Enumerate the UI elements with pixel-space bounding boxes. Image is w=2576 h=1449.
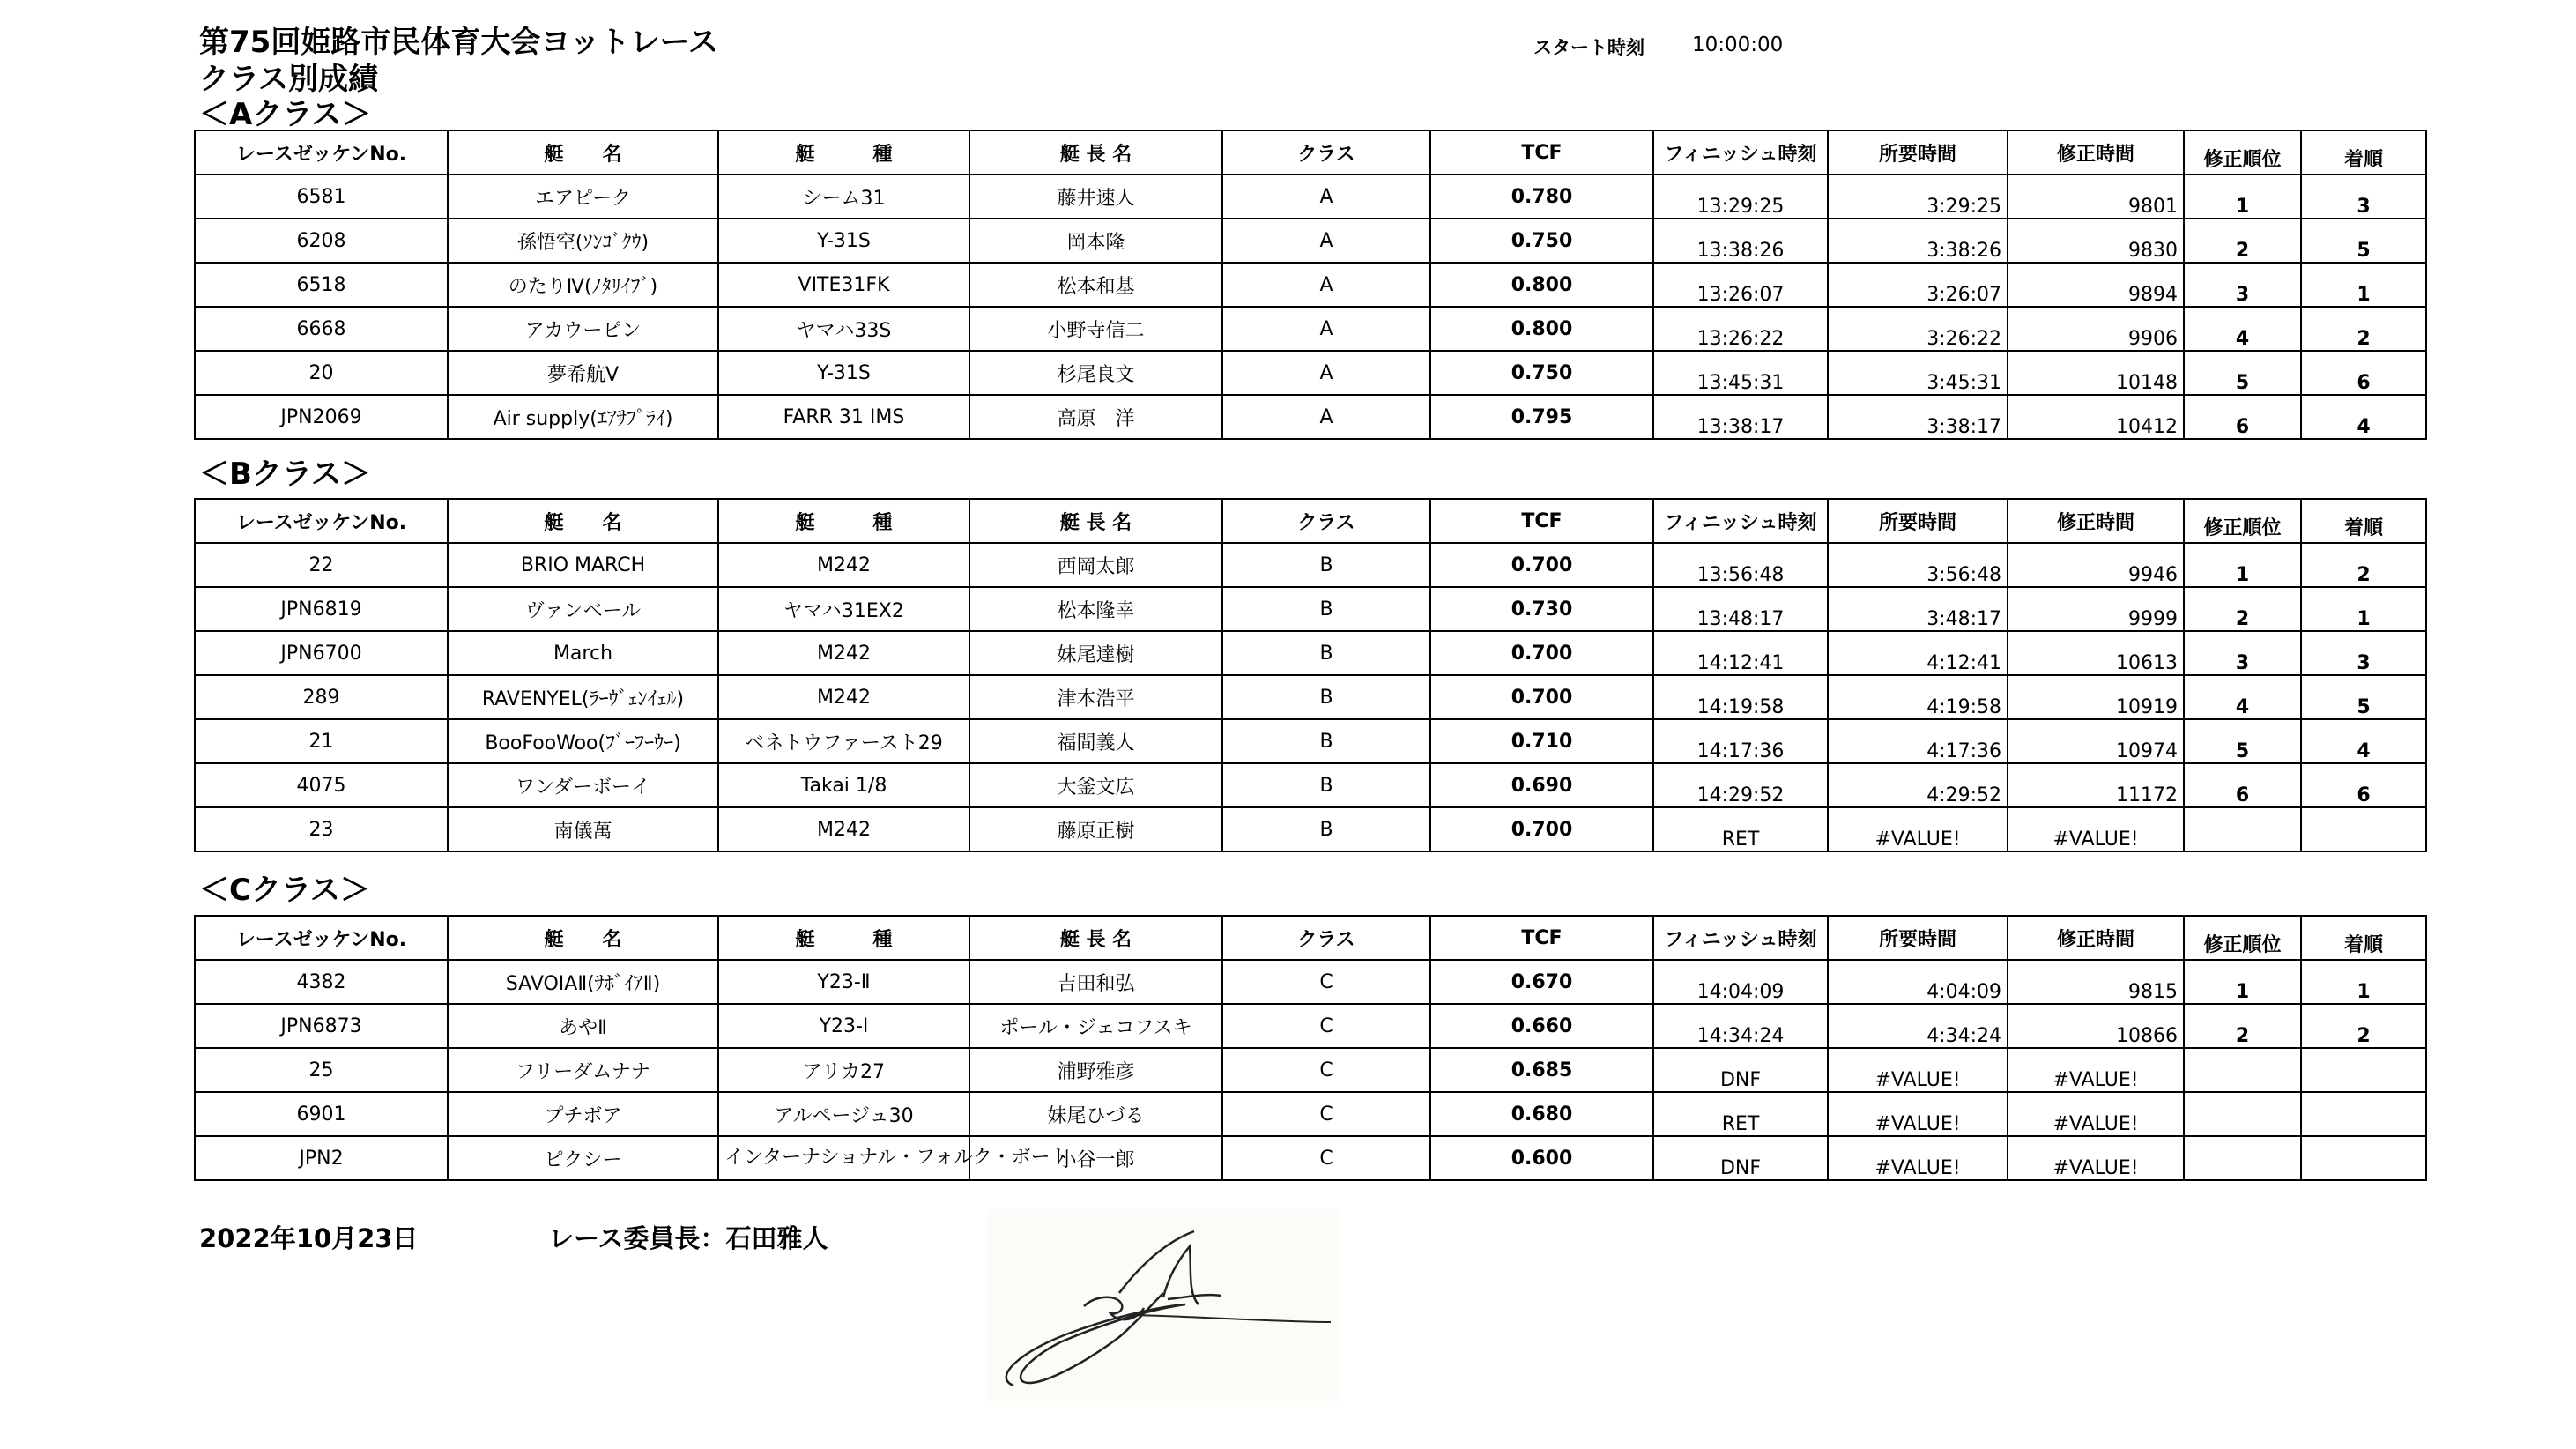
table-row: [195, 960, 2426, 1004]
table-row: [195, 351, 2426, 395]
col-class: C: [1222, 1136, 1430, 1180]
col-corrected-time: 10974: [2008, 719, 2184, 763]
col-boat-name: BooFooWoo(ﾌﾞｰﾌｰｳｰ): [448, 719, 718, 763]
col-boat-name: アカウーピン: [448, 307, 718, 351]
col-finish-time: 14:17:36: [1653, 719, 1828, 763]
table-row: [195, 175, 2426, 219]
col-elapsed-time: #VALUE!: [1828, 1092, 2008, 1136]
table-row: [195, 675, 2426, 719]
col-skipper: 松本隆幸: [969, 587, 1222, 631]
col-finish-order: 2: [2301, 307, 2426, 351]
col-boat-type: ヤマハ33S: [718, 307, 969, 351]
col-skipper-header: 艇 長 名: [969, 499, 1222, 543]
col-tcf: 0.750: [1430, 351, 1653, 395]
col-corrected-time: 9999: [2008, 587, 2184, 631]
class-heading: ＜Aクラス＞: [199, 97, 372, 132]
col-boat-name: RAVENYEL(ﾗｰｳﾞｪﾝｲｪﾙ): [448, 675, 718, 719]
col-tcf: 0.730: [1430, 587, 1653, 631]
col-race-number: 20: [195, 351, 448, 395]
col-race-number: 25: [195, 1048, 448, 1092]
col-corrected-rank: 2: [2184, 219, 2301, 263]
col-boat-name: 夢希航Ⅴ: [448, 351, 718, 395]
col-race-number: JPN6700: [195, 631, 448, 675]
col-corrected-rank: 2: [2184, 587, 2301, 631]
col-skipper: 岡本隆: [969, 219, 1222, 263]
col-class: B: [1222, 719, 1430, 763]
col-finish-time-header: フィニッシュ時刻: [1653, 499, 1828, 543]
col-boat-name: 孫悟空(ｿﾝｺﾞｸｳ): [448, 219, 718, 263]
col-finish-time: 13:38:26: [1653, 219, 1828, 263]
col-boat-name-header: 艇 名: [448, 130, 718, 175]
col-corrected-rank: 2: [2184, 1004, 2301, 1048]
col-skipper: ポール・ジェコフスキ: [969, 1004, 1222, 1048]
col-corrected-time: 10919: [2008, 675, 2184, 719]
col-tcf: 0.700: [1430, 543, 1653, 587]
col-tcf: 0.670: [1430, 960, 1653, 1004]
col-skipper: 藤井速人: [969, 175, 1222, 219]
col-class: B: [1222, 807, 1430, 851]
col-finish-order: 5: [2301, 219, 2426, 263]
col-tcf-header: TCF: [1430, 130, 1653, 175]
document-title: 第75回姫路市民体育大会ヨットレース: [199, 25, 718, 60]
col-race-number: JPN6873: [195, 1004, 448, 1048]
col-skipper: 小野寺信二: [969, 307, 1222, 351]
col-boat-type: シーム31: [718, 175, 969, 219]
col-finish-order-header: 着順: [2301, 130, 2426, 175]
col-boat-name: ピクシー: [448, 1136, 718, 1180]
col-class: B: [1222, 763, 1430, 807]
col-elapsed-time: 3:48:17: [1828, 587, 2008, 631]
col-corrected-rank: [2184, 1048, 2301, 1092]
col-tcf: 0.680: [1430, 1092, 1653, 1136]
col-finish-order: 1: [2301, 263, 2426, 307]
col-finish-time: 14:34:24: [1653, 1004, 1828, 1048]
col-class-header: クラス: [1222, 130, 1430, 175]
col-finish-order: 1: [2301, 960, 2426, 1004]
col-boat-name-header: 艇 名: [448, 499, 718, 543]
col-finish-time: RET: [1653, 1092, 1828, 1136]
col-finish-order: [2301, 1136, 2426, 1180]
col-boat-type: M242: [718, 807, 969, 851]
col-corrected-rank: 4: [2184, 675, 2301, 719]
col-finish-order: 4: [2301, 395, 2426, 439]
col-elapsed-time: 3:26:07: [1828, 263, 2008, 307]
col-finish-order: 3: [2301, 175, 2426, 219]
col-class: A: [1222, 263, 1430, 307]
col-finish-time: DNF: [1653, 1048, 1828, 1092]
col-corrected-time-header: 修正時間: [2008, 130, 2184, 175]
table-header-row: [195, 130, 2426, 175]
col-corrected-rank-header: 修正順位: [2184, 499, 2301, 543]
col-race-number-header: レースゼッケンNo.: [195, 130, 448, 175]
col-corrected-time: 9830: [2008, 219, 2184, 263]
col-finish-order: 6: [2301, 351, 2426, 395]
col-elapsed-time-header: 所要時間: [1828, 916, 2008, 960]
col-corrected-rank: 1: [2184, 960, 2301, 1004]
col-class: C: [1222, 1004, 1430, 1048]
col-finish-order-header: 着順: [2301, 499, 2426, 543]
col-race-number: JPN2069: [195, 395, 448, 439]
col-finish-order: 1: [2301, 587, 2426, 631]
col-corrected-rank: 1: [2184, 175, 2301, 219]
col-class: A: [1222, 219, 1430, 263]
col-race-number: 21: [195, 719, 448, 763]
col-boat-type-header: 艇 種: [718, 130, 969, 175]
col-corrected-rank: 6: [2184, 763, 2301, 807]
col-race-number: JPN2: [195, 1136, 448, 1180]
col-finish-order: 4: [2301, 719, 2426, 763]
col-finish-time-header: フィニッシュ時刻: [1653, 916, 1828, 960]
col-corrected-time: 10412: [2008, 395, 2184, 439]
col-skipper-header: 艇 長 名: [969, 916, 1222, 960]
table-row: [195, 543, 2426, 587]
col-corrected-time: 11172: [2008, 763, 2184, 807]
col-boat-type: M242: [718, 675, 969, 719]
col-elapsed-time: 3:29:25: [1828, 175, 2008, 219]
col-boat-name: SAVOIAⅡ(ｻﾎﾞｲｱⅡ): [448, 960, 718, 1004]
col-corrected-rank: 3: [2184, 263, 2301, 307]
col-boat-name-header: 艇 名: [448, 916, 718, 960]
col-corrected-rank: 5: [2184, 351, 2301, 395]
col-tcf: 0.700: [1430, 675, 1653, 719]
col-class: A: [1222, 351, 1430, 395]
col-corrected-time: #VALUE!: [2008, 807, 2184, 851]
col-boat-type: ベネトウファースト29: [718, 719, 969, 763]
col-tcf: 0.800: [1430, 263, 1653, 307]
col-tcf: 0.685: [1430, 1048, 1653, 1092]
col-corrected-time: 10148: [2008, 351, 2184, 395]
col-elapsed-time: #VALUE!: [1828, 1136, 2008, 1180]
col-corrected-rank-header: 修正順位: [2184, 916, 2301, 960]
col-boat-type: M242: [718, 631, 969, 675]
col-finish-time: 14:04:09: [1653, 960, 1828, 1004]
col-elapsed-time: 3:56:48: [1828, 543, 2008, 587]
col-race-number: JPN6819: [195, 587, 448, 631]
col-elapsed-time: 3:38:17: [1828, 395, 2008, 439]
col-class: A: [1222, 307, 1430, 351]
table-row: [195, 631, 2426, 675]
col-boat-name: March: [448, 631, 718, 675]
col-race-number: 6901: [195, 1092, 448, 1136]
col-corrected-rank: 3: [2184, 631, 2301, 675]
col-corrected-time: 10866: [2008, 1004, 2184, 1048]
col-boat-type: Y-31S: [718, 351, 969, 395]
col-skipper: 津本浩平: [969, 675, 1222, 719]
col-race-number-header: レースゼッケンNo.: [195, 916, 448, 960]
table-row: [195, 263, 2426, 307]
col-boat-name: エアピーク: [448, 175, 718, 219]
col-finish-time: 13:29:25: [1653, 175, 1828, 219]
col-corrected-rank: [2184, 807, 2301, 851]
col-boat-type: インターナショナル・フォルク・ボート: [718, 1136, 969, 1180]
col-skipper-header: 艇 長 名: [969, 130, 1222, 175]
col-skipper: 福間義人: [969, 719, 1222, 763]
table-row: [195, 807, 2426, 851]
col-race-number-header: レースゼッケンNo.: [195, 499, 448, 543]
col-boat-type: ヤマハ31EX2: [718, 587, 969, 631]
col-skipper: 大釜文広: [969, 763, 1222, 807]
col-finish-time: 13:26:22: [1653, 307, 1828, 351]
col-elapsed-time: 4:17:36: [1828, 719, 2008, 763]
col-corrected-time: 9906: [2008, 307, 2184, 351]
col-finish-order-header: 着順: [2301, 916, 2426, 960]
col-corrected-time: 9946: [2008, 543, 2184, 587]
class-heading: ＜Cクラス＞: [199, 873, 370, 908]
col-finish-time: 13:48:17: [1653, 587, 1828, 631]
col-finish-order: 2: [2301, 543, 2426, 587]
col-corrected-time: 9801: [2008, 175, 2184, 219]
col-boat-type: M242: [718, 543, 969, 587]
col-boat-type: Takai 1/8: [718, 763, 969, 807]
col-corrected-rank: 5: [2184, 719, 2301, 763]
col-boat-type-header: 艇 種: [718, 499, 969, 543]
col-tcf: 0.800: [1430, 307, 1653, 351]
table-row: [195, 1048, 2426, 1092]
col-finish-time: 13:45:31: [1653, 351, 1828, 395]
col-elapsed-time-header: 所要時間: [1828, 130, 2008, 175]
col-tcf-header: TCF: [1430, 499, 1653, 543]
col-race-number: 23: [195, 807, 448, 851]
col-elapsed-time: 3:38:26: [1828, 219, 2008, 263]
signature: [987, 1209, 1340, 1401]
col-class: C: [1222, 1048, 1430, 1092]
col-class: C: [1222, 1092, 1430, 1136]
col-race-number: 6668: [195, 307, 448, 351]
col-class: B: [1222, 587, 1430, 631]
col-race-number: 6518: [195, 263, 448, 307]
col-tcf: 0.690: [1430, 763, 1653, 807]
col-race-number: 6581: [195, 175, 448, 219]
table-row: [195, 719, 2426, 763]
col-elapsed-time: 4:04:09: [1828, 960, 2008, 1004]
col-finish-order: [2301, 807, 2426, 851]
col-class: B: [1222, 631, 1430, 675]
col-corrected-rank: [2184, 1136, 2301, 1180]
col-boat-name: ワンダーボーイ: [448, 763, 718, 807]
document-date: 2022年10月23日: [199, 1223, 419, 1253]
col-corrected-time: #VALUE!: [2008, 1092, 2184, 1136]
col-corrected-rank: 1: [2184, 543, 2301, 587]
col-finish-order: [2301, 1092, 2426, 1136]
col-race-number: 6208: [195, 219, 448, 263]
col-elapsed-time: #VALUE!: [1828, 1048, 2008, 1092]
col-skipper: 小谷一郎: [969, 1136, 1222, 1180]
col-finish-time: 14:12:41: [1653, 631, 1828, 675]
col-corrected-rank-header: 修正順位: [2184, 130, 2301, 175]
col-elapsed-time: #VALUE!: [1828, 807, 2008, 851]
race-committee-chair: レース委員長：石田雅人: [548, 1223, 828, 1253]
table-row: [195, 1004, 2426, 1048]
document-subtitle: クラス別成績: [199, 62, 378, 97]
col-finish-time: DNF: [1653, 1136, 1828, 1180]
start-time-value: 10:00:00: [1692, 33, 1784, 56]
col-boat-name: のたりⅣ(ﾉﾀﾘｲﾌﾞ): [448, 263, 718, 307]
col-finish-order: 2: [2301, 1004, 2426, 1048]
col-elapsed-time: 4:19:58: [1828, 675, 2008, 719]
col-boat-type: Y23-Ⅰ: [718, 1004, 969, 1048]
col-tcf: 0.660: [1430, 1004, 1653, 1048]
col-skipper: 杉尾良文: [969, 351, 1222, 395]
table-row: [195, 587, 2426, 631]
col-corrected-rank: 4: [2184, 307, 2301, 351]
col-boat-type: アルページュ30: [718, 1092, 969, 1136]
col-class: C: [1222, 960, 1430, 1004]
col-boat-type: VITE31FK: [718, 263, 969, 307]
col-boat-name: あやⅡ: [448, 1004, 718, 1048]
table-row: [195, 219, 2426, 263]
col-tcf: 0.750: [1430, 219, 1653, 263]
col-boat-name: BRIO MARCH: [448, 543, 718, 587]
table-header-row: [195, 916, 2426, 960]
col-tcf: 0.795: [1430, 395, 1653, 439]
table-row: [195, 395, 2426, 439]
col-boat-type-header: 艇 種: [718, 916, 969, 960]
col-corrected-time: 10613: [2008, 631, 2184, 675]
col-corrected-time: 9815: [2008, 960, 2184, 1004]
col-boat-type: アリカ27: [718, 1048, 969, 1092]
col-class: A: [1222, 395, 1430, 439]
col-skipper: 妹尾ひづる: [969, 1092, 1222, 1136]
col-tcf: 0.600: [1430, 1136, 1653, 1180]
col-tcf: 0.700: [1430, 631, 1653, 675]
table-row: [195, 1092, 2426, 1136]
start-time-label: スタート時刻: [1533, 37, 1644, 58]
col-class: B: [1222, 675, 1430, 719]
col-class-header: クラス: [1222, 916, 1430, 960]
col-finish-time: 14:19:58: [1653, 675, 1828, 719]
col-corrected-time: #VALUE!: [2008, 1136, 2184, 1180]
col-skipper: 妹尾達樹: [969, 631, 1222, 675]
col-boat-name: Air supply(ｴｱｻﾌﾟﾗｲ): [448, 395, 718, 439]
col-race-number: 289: [195, 675, 448, 719]
col-elapsed-time: 3:45:31: [1828, 351, 2008, 395]
col-class: A: [1222, 175, 1430, 219]
col-finish-order: 6: [2301, 763, 2426, 807]
col-boat-name: プチボア: [448, 1092, 718, 1136]
col-skipper: 吉田和弘: [969, 960, 1222, 1004]
col-tcf-header: TCF: [1430, 916, 1653, 960]
col-finish-time: 13:38:17: [1653, 395, 1828, 439]
col-corrected-rank: [2184, 1092, 2301, 1136]
col-corrected-time: #VALUE!: [2008, 1048, 2184, 1092]
col-finish-time: 14:29:52: [1653, 763, 1828, 807]
col-boat-type: FARR 31 IMS: [718, 395, 969, 439]
results-table: [194, 915, 2427, 1181]
col-boat-name: ヴァンベール: [448, 587, 718, 631]
col-finish-order: 3: [2301, 631, 2426, 675]
col-elapsed-time: 4:12:41: [1828, 631, 2008, 675]
col-class: B: [1222, 543, 1430, 587]
table-row: [195, 307, 2426, 351]
table-header-row: [195, 499, 2426, 543]
results-table: [194, 498, 2427, 852]
col-skipper: 藤原正樹: [969, 807, 1222, 851]
col-corrected-rank: 6: [2184, 395, 2301, 439]
col-finish-order: 5: [2301, 675, 2426, 719]
table-row: [195, 1136, 2426, 1180]
col-boat-name: 南儀萬: [448, 807, 718, 851]
col-skipper: 松本和基: [969, 263, 1222, 307]
table-row: [195, 763, 2426, 807]
col-race-number: 22: [195, 543, 448, 587]
col-race-number: 4382: [195, 960, 448, 1004]
col-elapsed-time: 4:29:52: [1828, 763, 2008, 807]
col-boat-name: フリーダムナナ: [448, 1048, 718, 1092]
col-skipper: 高原 洋: [969, 395, 1222, 439]
class-heading: ＜Bクラス＞: [199, 457, 371, 492]
col-skipper: 西岡太郎: [969, 543, 1222, 587]
col-finish-time: 13:56:48: [1653, 543, 1828, 587]
col-tcf: 0.780: [1430, 175, 1653, 219]
results-table: [194, 130, 2427, 440]
col-finish-time-header: フィニッシュ時刻: [1653, 130, 1828, 175]
col-finish-time: RET: [1653, 807, 1828, 851]
col-corrected-time-header: 修正時間: [2008, 916, 2184, 960]
col-elapsed-time: 4:34:24: [1828, 1004, 2008, 1048]
col-race-number: 4075: [195, 763, 448, 807]
col-skipper: 浦野雅彦: [969, 1048, 1222, 1092]
col-finish-time: 13:26:07: [1653, 263, 1828, 307]
col-class-header: クラス: [1222, 499, 1430, 543]
col-boat-type: Y-31S: [718, 219, 969, 263]
col-corrected-time: 9894: [2008, 263, 2184, 307]
col-elapsed-time-header: 所要時間: [1828, 499, 2008, 543]
col-boat-type: Y23-Ⅱ: [718, 960, 969, 1004]
col-tcf: 0.710: [1430, 719, 1653, 763]
col-finish-order: [2301, 1048, 2426, 1092]
col-tcf: 0.700: [1430, 807, 1653, 851]
col-elapsed-time: 3:26:22: [1828, 307, 2008, 351]
col-corrected-time-header: 修正時間: [2008, 499, 2184, 543]
